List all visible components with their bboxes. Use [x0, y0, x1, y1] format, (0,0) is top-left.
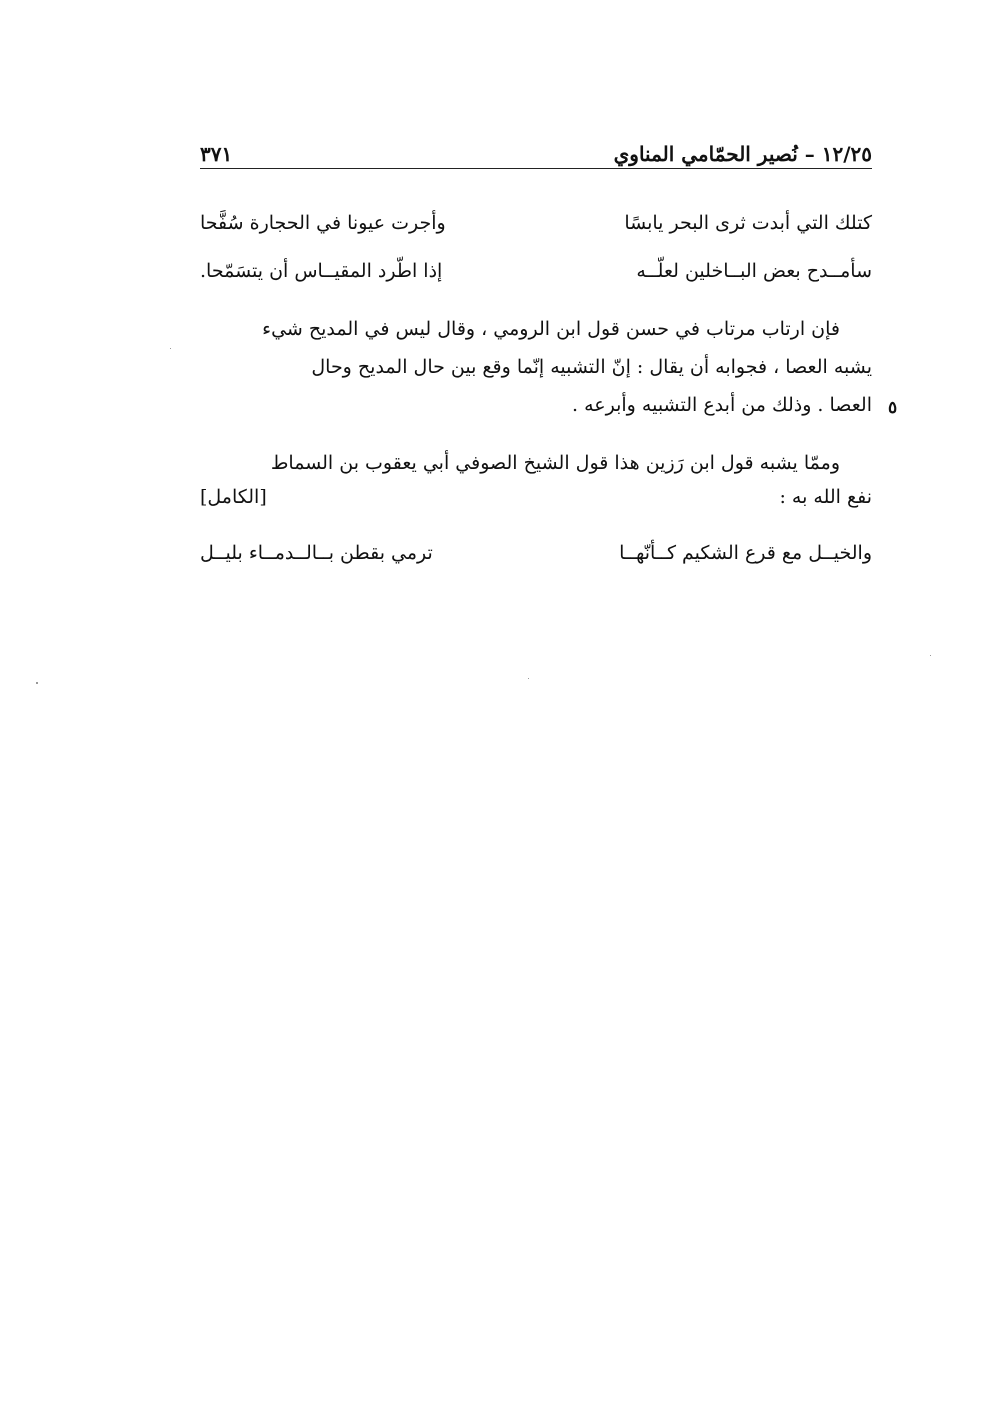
verse-line-1 — [200, 212, 872, 250]
paragraph-line: نفع الله به : — [779, 486, 872, 508]
page-number: ٣٧١ — [200, 142, 233, 166]
verse-first-hemistich: كتلك التي أبدت ثرى البحر يابسًا — [624, 212, 872, 234]
paragraph-1 — [200, 310, 872, 424]
page-header — [200, 132, 872, 166]
verse-line-2 — [200, 260, 872, 298]
paragraph-line: العصا . وذلك من أبدع التشبيه وأبرعه . — [572, 394, 872, 416]
scan-speck — [930, 655, 931, 656]
paragraph-line: وممّا يشبه قول ابن رَزين هذا قول الشيخ الصوفي أبي يعقوب بن السماط — [270, 452, 840, 474]
verse-second-hemistich: إذا اطّرد المقيــاس أن يتسَمّحا. — [200, 260, 443, 282]
line-number: ٥ — [888, 398, 898, 418]
scan-speck — [170, 348, 171, 349]
paragraph-2 — [200, 444, 872, 482]
scan-speck — [36, 682, 38, 684]
verse-first-hemistich: والخيــل مع قرع الشكيم كــأنّهــا — [619, 542, 872, 564]
verse-second-hemistich: وأجرت عيونا في الحجارة سُفَّحا — [200, 212, 446, 234]
verse-first-hemistich: سأمــدح بعض البــاخلين لعلّــه — [636, 260, 872, 282]
scan-speck — [528, 678, 529, 679]
header-divider — [200, 168, 872, 169]
paragraph-line: فإن ارتاب مرتاب في حسن قول ابن الرومي ، وقال ليس في المديح شيء — [262, 318, 840, 340]
meter-label: [الكامل] — [200, 486, 267, 508]
running-title: ١٢/٢٥ – نُصير الحمّامي المناوي — [613, 142, 872, 166]
paragraph-line: يشبه العصا ، فجوابه أن يقال : إنّ التشبيه إنّما وقع بين حال المديح وحال — [311, 356, 872, 378]
verse-second-hemistich: ترمي بقطن بــالــدمــاء بليــل — [200, 542, 433, 564]
verse-line-3 — [200, 542, 872, 580]
paragraph-2-last-line — [200, 486, 872, 520]
